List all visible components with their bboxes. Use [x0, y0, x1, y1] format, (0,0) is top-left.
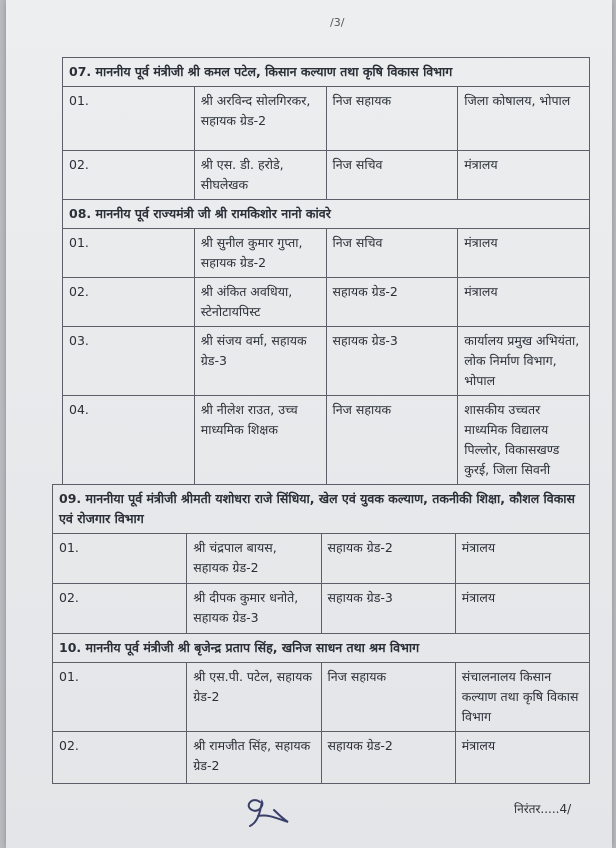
serial-no: 02.: [63, 278, 195, 327]
table-row: [63, 278, 590, 327]
posting-place: मंत्रालय: [455, 732, 589, 784]
posting-place: मंत्रालय: [455, 584, 589, 634]
signature-mark: [238, 792, 308, 832]
table-row: [63, 151, 590, 200]
section-heading: 07. माननीय पूर्व मंत्रीजी श्री कमल पटेल, किसान कल्याण तथा कृषि विकास विभाग: [63, 58, 590, 87]
serial-no: 02.: [53, 732, 187, 784]
employee-name: श्री संजय वर्मा, सहायक ग्रेड-3: [194, 327, 326, 396]
posting-place: मंत्रालय: [455, 534, 589, 584]
section-heading: 09. माननीया पूर्व मंत्रीजी श्रीमती यशोधरा राजे सिंधिया, खेल एवं युवक कल्याण, तकनीकी शिक्षा, कौशल विकास एवं रोजगार विभाग: [53, 485, 590, 534]
posting-place: मंत्रालय: [458, 278, 590, 327]
post: सहायक ग्रेड-3: [326, 327, 458, 396]
section-09-table: [52, 484, 590, 634]
page-number: /3/: [330, 16, 345, 29]
post: निज सहायक: [326, 87, 458, 151]
table-row: [63, 396, 590, 485]
table-row: [63, 87, 590, 151]
staff-list: [59, 57, 590, 784]
posting-place: मंत्रालय: [458, 229, 590, 278]
employee-name: श्री दीपक कुमार धनोते, सहायक ग्रेड-3: [187, 584, 321, 634]
posting-place: जिला कोषालय, भोपाल: [458, 87, 590, 151]
posting-place: संचालनालय किसान कल्याण तथा कृषि विकास विभाग: [455, 663, 589, 732]
employee-name: श्री सुनील कुमार गुप्ता, सहायक ग्रेड-2: [194, 229, 326, 278]
employee-name: श्री चंद्रपाल बायस, सहायक ग्रेड-2: [187, 534, 321, 584]
table-row: [53, 663, 590, 732]
employee-name: श्री अरविन्द सोलगिरकर, सहायक ग्रेड-2: [194, 87, 326, 151]
post: सहायक ग्रेड-2: [321, 732, 455, 784]
post: निज सहायक: [326, 396, 458, 485]
serial-no: 04.: [63, 396, 195, 485]
employee-name: श्री एस. डी. हरोडे, सीघलेखक: [194, 151, 326, 200]
table-row: [53, 732, 590, 784]
post: निज सचिव: [326, 229, 458, 278]
section-heading: 10. माननीय पूर्व मंत्रीजी श्री बृजेन्द्र प्रताप सिंह, खनिज साधन तथा श्रम विभाग: [53, 634, 590, 663]
employee-name: श्री अंकित अवधिया, स्टेनोटायपिस्ट: [194, 278, 326, 327]
serial-no: 03.: [63, 327, 195, 396]
serial-no: 02.: [53, 584, 187, 634]
serial-no: 02.: [63, 151, 195, 200]
post: सहायक ग्रेड-2: [321, 534, 455, 584]
document-page: [6, 0, 612, 848]
table-row: [63, 327, 590, 396]
serial-no: 01.: [63, 229, 195, 278]
employee-name: श्री रामजीत सिंह, सहायक ग्रेड-2: [187, 732, 321, 784]
table-row: [53, 584, 590, 634]
serial-no: 01.: [53, 534, 187, 584]
section-08-table: [62, 199, 590, 485]
serial-no: 01.: [53, 663, 187, 732]
section-heading: 08. माननीय पूर्व राज्यमंत्री जी श्री रामकिशोर नानो कांवरे: [63, 200, 590, 229]
section-10-table: [52, 633, 590, 784]
section-07-table: [62, 57, 590, 200]
post: निज सहायक: [321, 663, 455, 732]
employee-name: श्री नीलेश राउत, उच्च माध्यमिक शिक्षक: [194, 396, 326, 485]
post: निज सचिव: [326, 151, 458, 200]
post: सहायक ग्रेड-3: [321, 584, 455, 634]
posting-place: कार्यालय प्रमुख अभियंता, लोक निर्माण विभाग, भोपाल: [458, 327, 590, 396]
table-row: [53, 534, 590, 584]
continued-note: निरंतर.....4/: [514, 802, 572, 816]
table-row: [63, 229, 590, 278]
posting-place: शासकीय उच्चतर माध्यमिक विद्यालय पिल्लोर, विकासखण्ड कुरई, जिला सिवनी: [458, 396, 590, 485]
post: सहायक ग्रेड-2: [326, 278, 458, 327]
posting-place: मंत्रालय: [458, 151, 590, 200]
employee-name: श्री एस.पी. पटेल, सहायक ग्रेड-2: [187, 663, 321, 732]
serial-no: 01.: [63, 87, 195, 151]
